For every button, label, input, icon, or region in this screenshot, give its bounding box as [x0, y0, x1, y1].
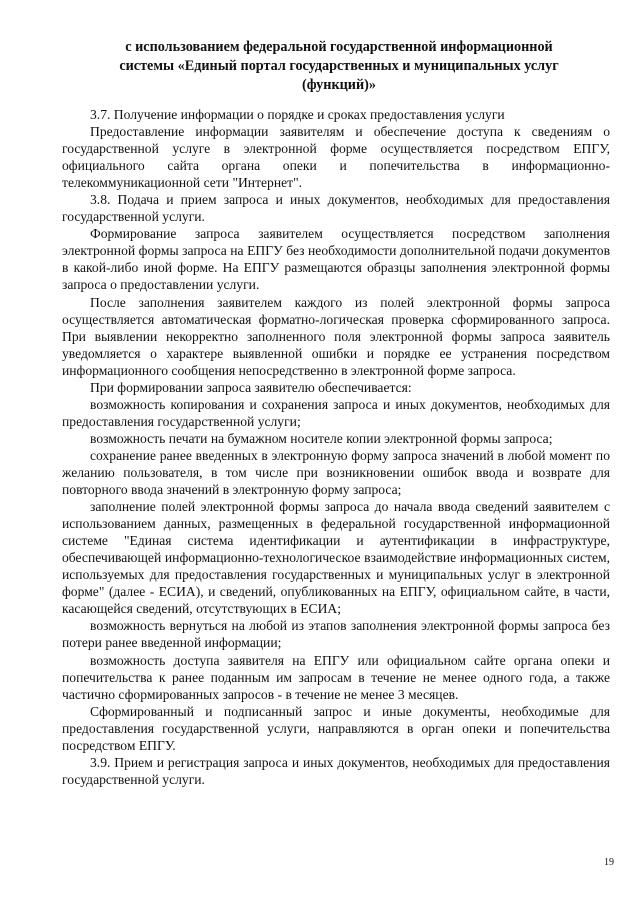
section-heading: [100, 38, 578, 95]
heading-line-1: с использованием федеральной государственной информационной: [125, 39, 553, 55]
heading-line-3: (функций)»: [302, 77, 376, 93]
page-number: 19: [604, 857, 614, 868]
paragraph: Формирование запроса заявителем осуществляется посредством заполнения электронной формы запроса на ЕПГУ без необходимости дополнительной подачи документов в какой-либо иной форме. На ЕПГУ размещаются образцы заполнения электронной формы запроса о предоставлении услуги.: [62, 226, 610, 293]
subsection-3-7-title: 3.7. Получение информации о порядке и сроках предоставления услуги: [90, 107, 505, 122]
heading-line-2: системы «Единый портал государственных и муниципальных услуг: [119, 58, 559, 74]
paragraph: При формировании запроса заявителю обеспечивается:: [90, 379, 412, 395]
paragraph: Сформированный и подписанный запрос и иные документы, необходимые для предоставления государственной услуги, направляются в орган опеки и попечительства посредством ЕПГУ.: [62, 703, 610, 753]
list-item: возможность доступа заявителя на ЕПГУ или официальном сайте органа опеки и попечительства к ранее поданным им запросам в течение не менее одного года, а также частично сформированных запросов - в течение не менее 3 месяцев.: [62, 652, 610, 702]
paragraph: После заполнения заявителем каждого из полей электронной формы запроса осуществляется автоматическая форматно-логическая проверка сформированного запроса. При выявлении некорректно заполненного поля электронной формы запроса заявитель уведомляется о характере выявленной ошибки и порядке ее устранения посредством информационного сообщения непосредственно в электронной форме запроса.: [62, 294, 610, 378]
list-item: возможность печати на бумажном носителе копии электронной формы запроса;: [90, 430, 553, 446]
document-body: [62, 106, 610, 788]
list-item: возможность копирования и сохранения запроса и иных документов, необходимых для предоставления государственной услуги;: [62, 396, 610, 429]
list-item: сохранение ранее введенных в электронную форму запроса значений в любой момент по желанию пользователя, в том числе при возникновении ошибок ввода и возврате для повторного ввода значений в электронную форму запроса;: [62, 447, 610, 498]
list-item: заполнение полей электронной формы запроса до начала ввода сведений заявителем с использованием данных, размещенных в федеральной государственной информационной системе "Единая система идентификации и аутентификации в инфраструктуре, обеспечивающей информационно-технологическое взаимодействие информационных систем, используемых для предоставления государственных и муниципальных услуг в электронной форме" (далее - ЕСИА), и сведений, опубликованных на ЕПГУ, официальном сайте, в части, касающейся сведений, отсутствующих в ЕСИА;: [62, 499, 610, 617]
subsection-3-9-title: 3.9. Прием и регистрация запроса и иных документов, необходимых для предоставления государственной услуги.: [62, 754, 610, 787]
paragraph: Предоставление информации заявителям и обеспечение доступа к сведениям о государственной услуге в электронной форме осуществляется посредством ЕПГУ, официального сайта органа опеки и попечительства в информационно-телекоммуникационной сети "Интернет".: [62, 124, 610, 191]
subsection-3-8-title: 3.8. Подача и прием запроса и иных документов, необходимых для предоставления государственной услуги.: [62, 192, 610, 225]
list-item: возможность вернуться на любой из этапов заполнения электронной формы запроса без потери ранее введенной информации;: [62, 618, 610, 651]
